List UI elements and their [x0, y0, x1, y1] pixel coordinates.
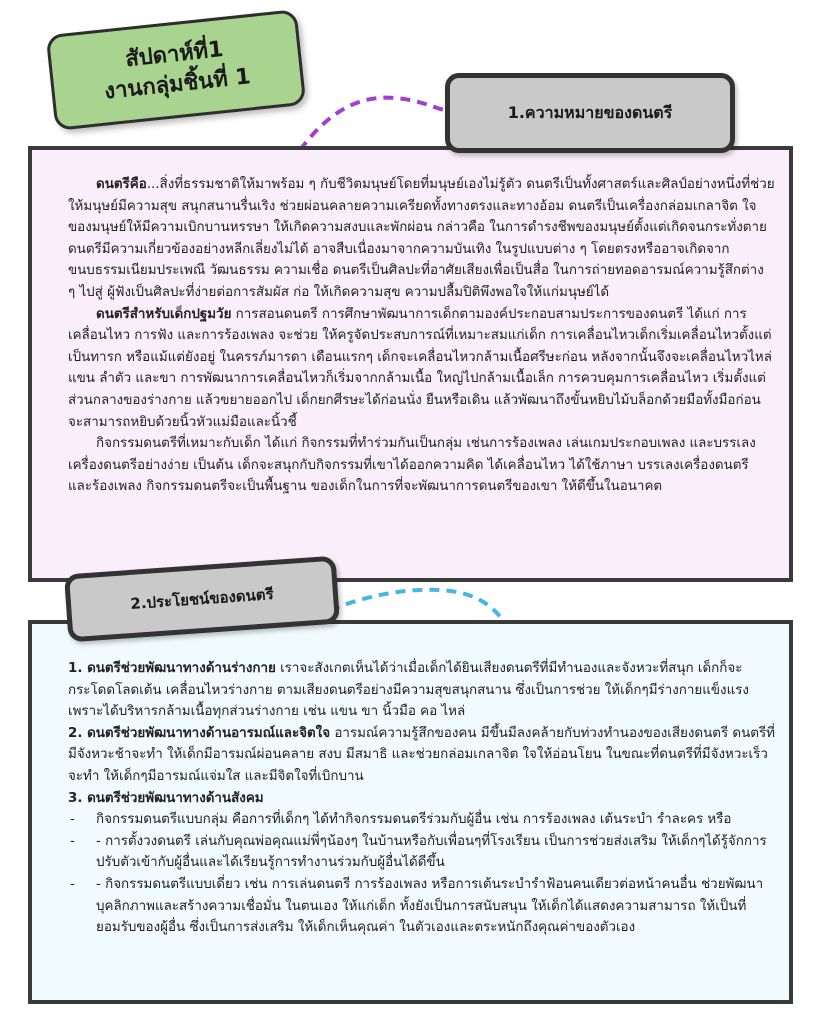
list-item-text: - กิจกรรมดนตรีแบบเดี่ยว เช่น การเล่นดนตรี การร้องเพลง หรือการเต้นระบำรำฟ้อนคนเดียวต่อหน้าคนอื่น ช่วยพัฒนาบุคลิกภาพและสร้างความเชื่อมั่น ในตนเอง ให้แก่เด็ก ทั้งยังเป็นการสนับสนุน ให้เด็กได้แสดงความสามารถ ให้เป็นที่ยอมรับของผู้อื่น ซึ่งเป็นการส่งเสริม ให้เด็กเห็นคุณค่า ในตัวเองและตระหนักถึงคุณค่าของตัวเอง	[96, 876, 764, 936]
section-title-benefits: 2.ประโยชน์ของดนตรี	[64, 556, 340, 643]
week-badge	[46, 9, 307, 131]
list-item-text: กิจกรรมดนตรีแบบกลุ่ม คือการที่เด็กๆ ได้ทำกิจกรรมดนตรีร่วมกับผู้อื่น เช่น การร้องเพลง เต้นระบำ รำละคร หรือ	[96, 812, 732, 828]
benefit-item-1-lead: 1. ดนตรีช่วยพัฒนาทางด้านร่างกาย	[68, 661, 276, 676]
list-item	[68, 874, 775, 939]
benefit-item-2	[68, 723, 775, 788]
week-label: สัปดาห์ที่1	[124, 37, 225, 73]
early-childhood-lead: ดนตรีสำหรับเด็กปฐมวัย	[96, 306, 232, 322]
benefit-item-1-text: เราจะสังเกตเห็นได้ว่าเมื่อเด็กได้ยินเสียงดนตรีที่มีทำนองและจังหวะที่สนุก เด็กก็จะกระโดดโลดเต้น เคลื่อนไหวร่างกาย ตามเสียงดนตรีอย่างมีความสุขสนุกสนาน ซึ่งเป็นการช่วย ให้เด็กๆมีร่างกายแข็งแรงเพราะได้บริหารกล้ามเนื้อทุกส่วนร่างกาย เช่น แขน ขา นิ้วมือ คอ ไหล่	[68, 661, 749, 720]
benefit-item-3-lead: 3. ดนตรีช่วยพัฒนาทางด้านสังคม	[68, 790, 264, 806]
meaning-paragraph-1	[68, 174, 775, 304]
early-childhood-text: การสอนดนตรี การศึกษาพัฒนาการเด็กตามองค์ประกอบสามประการของดนตรี ได้แก่ การเคลื่อนไหว การฟัง และการร้องเพลง จะช่วย ให้ครูจัดประสบการณ์ที่เหมาะสมแก่เด็ก การเคลื่อนไหวเด็กเริ่มเคลื่อนไหวตั้งแต่เป็นทารก หรือแม้แต่ยังอยู่ ในครรภ์มารดา เดือนแรกๆ เด็กจะเคลื่อนไหวกล้ามเนื้อศรีษะก่อน หลังจากนั้นจึงจะเคลื่อนไหวไหล่ แขน ลำตัว และขา การพัฒนาการเคลื่อนไหวก็เริ่มจากกล้ามเนื้อ ใหญ่ไปกล้ามเนื้อเล็ก การควบคุมการเคลื่อนไหว เริ่มตั้งแต่ส่วนกลางของร่างกาย แล้วขยายออกไป เด็กยกศีรษะได้ก่อนนั่ง ยืนหรือเดิน แล้วพัฒนาถึงขั้นหยิบไม้บล็อกด้วยมือทั้งมือก่อนจะสามารถหยิบด้วยนิ้วหัวแม่มือและนิ้วชี้	[68, 306, 772, 430]
section-title-meaning: 1.ความหมายของดนตรี	[445, 73, 735, 153]
list-item-text: - การตั้งวงดนตรี เล่นกับคุณพ่อคุณแม่พี่ๆน้องๆ ในบ้านหรือกับเพื่อนๆที่โรงเรียน เป็นการช่วยส่งเสริม ให้เด็กๆได้รู้จักการปรับตัวเข้ากับผู้อื่นและได้เรียนรู้การทำงานร่วมกับผู้อื่นได้ดีขึ้น	[96, 833, 767, 871]
group-work-label: งานกลุ่มชิ้นที่ 1	[103, 64, 252, 105]
list-item	[68, 831, 775, 874]
benefit-item-1	[68, 658, 775, 723]
meaning-paragraph-2	[68, 304, 775, 434]
benefits-section-box	[28, 620, 793, 1004]
purple-dashed-curve	[300, 98, 450, 150]
meaning-text: ...สิ่งที่ธรรมชาติให้มาพร้อม ๆ กับชีวิตมนุษย์โดยที่มนุษย์เองไม่รู้ตัว ดนตรีเป็นทั้งศาสตร์และศิลป์อย่างหนึ่งที่ช่วย ให้มนุษย์มีความสุข สนุกสนานรื่นเริง ช่วยผ่อนคลายความเครียดทั้งทางตรงและทางอ้อม ดนตรีเป็นเครื่องกล่อมเกลาจิต ใจของมนุษย์ให้มีความเบิกบานหรรษา ให้เกิดความสงบและพักผ่อน กล่าวคือ ในการดำรงชีพของมนุษย์ตั้งแต่เกิดจนกระทั่งตายดนตรีมีความเกี่ยวข้องอย่างหลีกเลี่ยงไม่ได้ อาจสืบเนื่องมาจากความบันเทิง ในรูปแบบต่าง ๆ โดยตรงหรืออาจเกิดจากขนบธรรมเนียมประเพณี วัฒนธรรม ความเชื่อ ดนตรีเป็นศิลปะที่อาศัยเสียงเพื่อเป็นสื่อ ในการถ่ายทอดอารมณ์ความรู้สึกต่าง ๆ ไปสู่ ผู้ฟังเป็นศิลปะที่ง่ายต่อการสัมผัส ก่อ ให้เกิดความสุข ความปลื้มปิติพึงพอใจให้แก่มนุษย์ได้	[68, 177, 775, 300]
bullet-dash: -	[70, 876, 75, 892]
bullet-dash: -	[70, 833, 75, 849]
benefit-item-2-lead: 2. ดนตรีช่วยพัฒนาทางด้านอารมณ์และจิตใจ	[68, 725, 331, 741]
meaning-paragraph-3: กิจกรรมดนตรีที่เหมาะกับเด็ก ได้แก่ กิจกรรมที่ทำร่วมกันเป็นกลุ่ม เช่นการร้องเพลง เล่นเกมประกอบเพลง และบรรเลงเครื่องดนตรีอย่างง่าย เป็นต้น เด็กจะสนุกกับกิจกรรมที่เขาได้ออกความคิด ได้เคลื่อนไหว ได้ใช้ภาษา บรรเลงเครื่องดนตรี และร้องเพลง กิจกรรมดนตรีจะเป็นพื้นฐาน ของเด็กในการที่จะพัฒนาการดนตรีของเขา ให้ดีขึ้นในอนาคต	[68, 436, 756, 495]
benefit-item-2-text: อารมณ์ความรู้สึกของคน มีขึ้นมีลงคล้ายกับท่วงทำนองของเสียงดนตรี ดนตรีที่มีจังหวะช้าจะทำ ให้เด็กมีอารมณ์ผ่อนคลาย สงบ มีสมาธิ และช่วยกล่อมเกลาจิต ใจให้อ่อนโยน ในขณะที่ดนตรีที่มีจังหวะเร็ว จะทำ ให้เด็กๆมีอารมณ์แจ่มใส และมีจิตใจที่เบิกบาน	[68, 725, 775, 784]
list-item	[68, 809, 775, 831]
meaning-lead: ดนตรีคือ	[96, 177, 147, 192]
bullet-dash: -	[70, 812, 75, 828]
meaning-section-box	[28, 146, 793, 582]
